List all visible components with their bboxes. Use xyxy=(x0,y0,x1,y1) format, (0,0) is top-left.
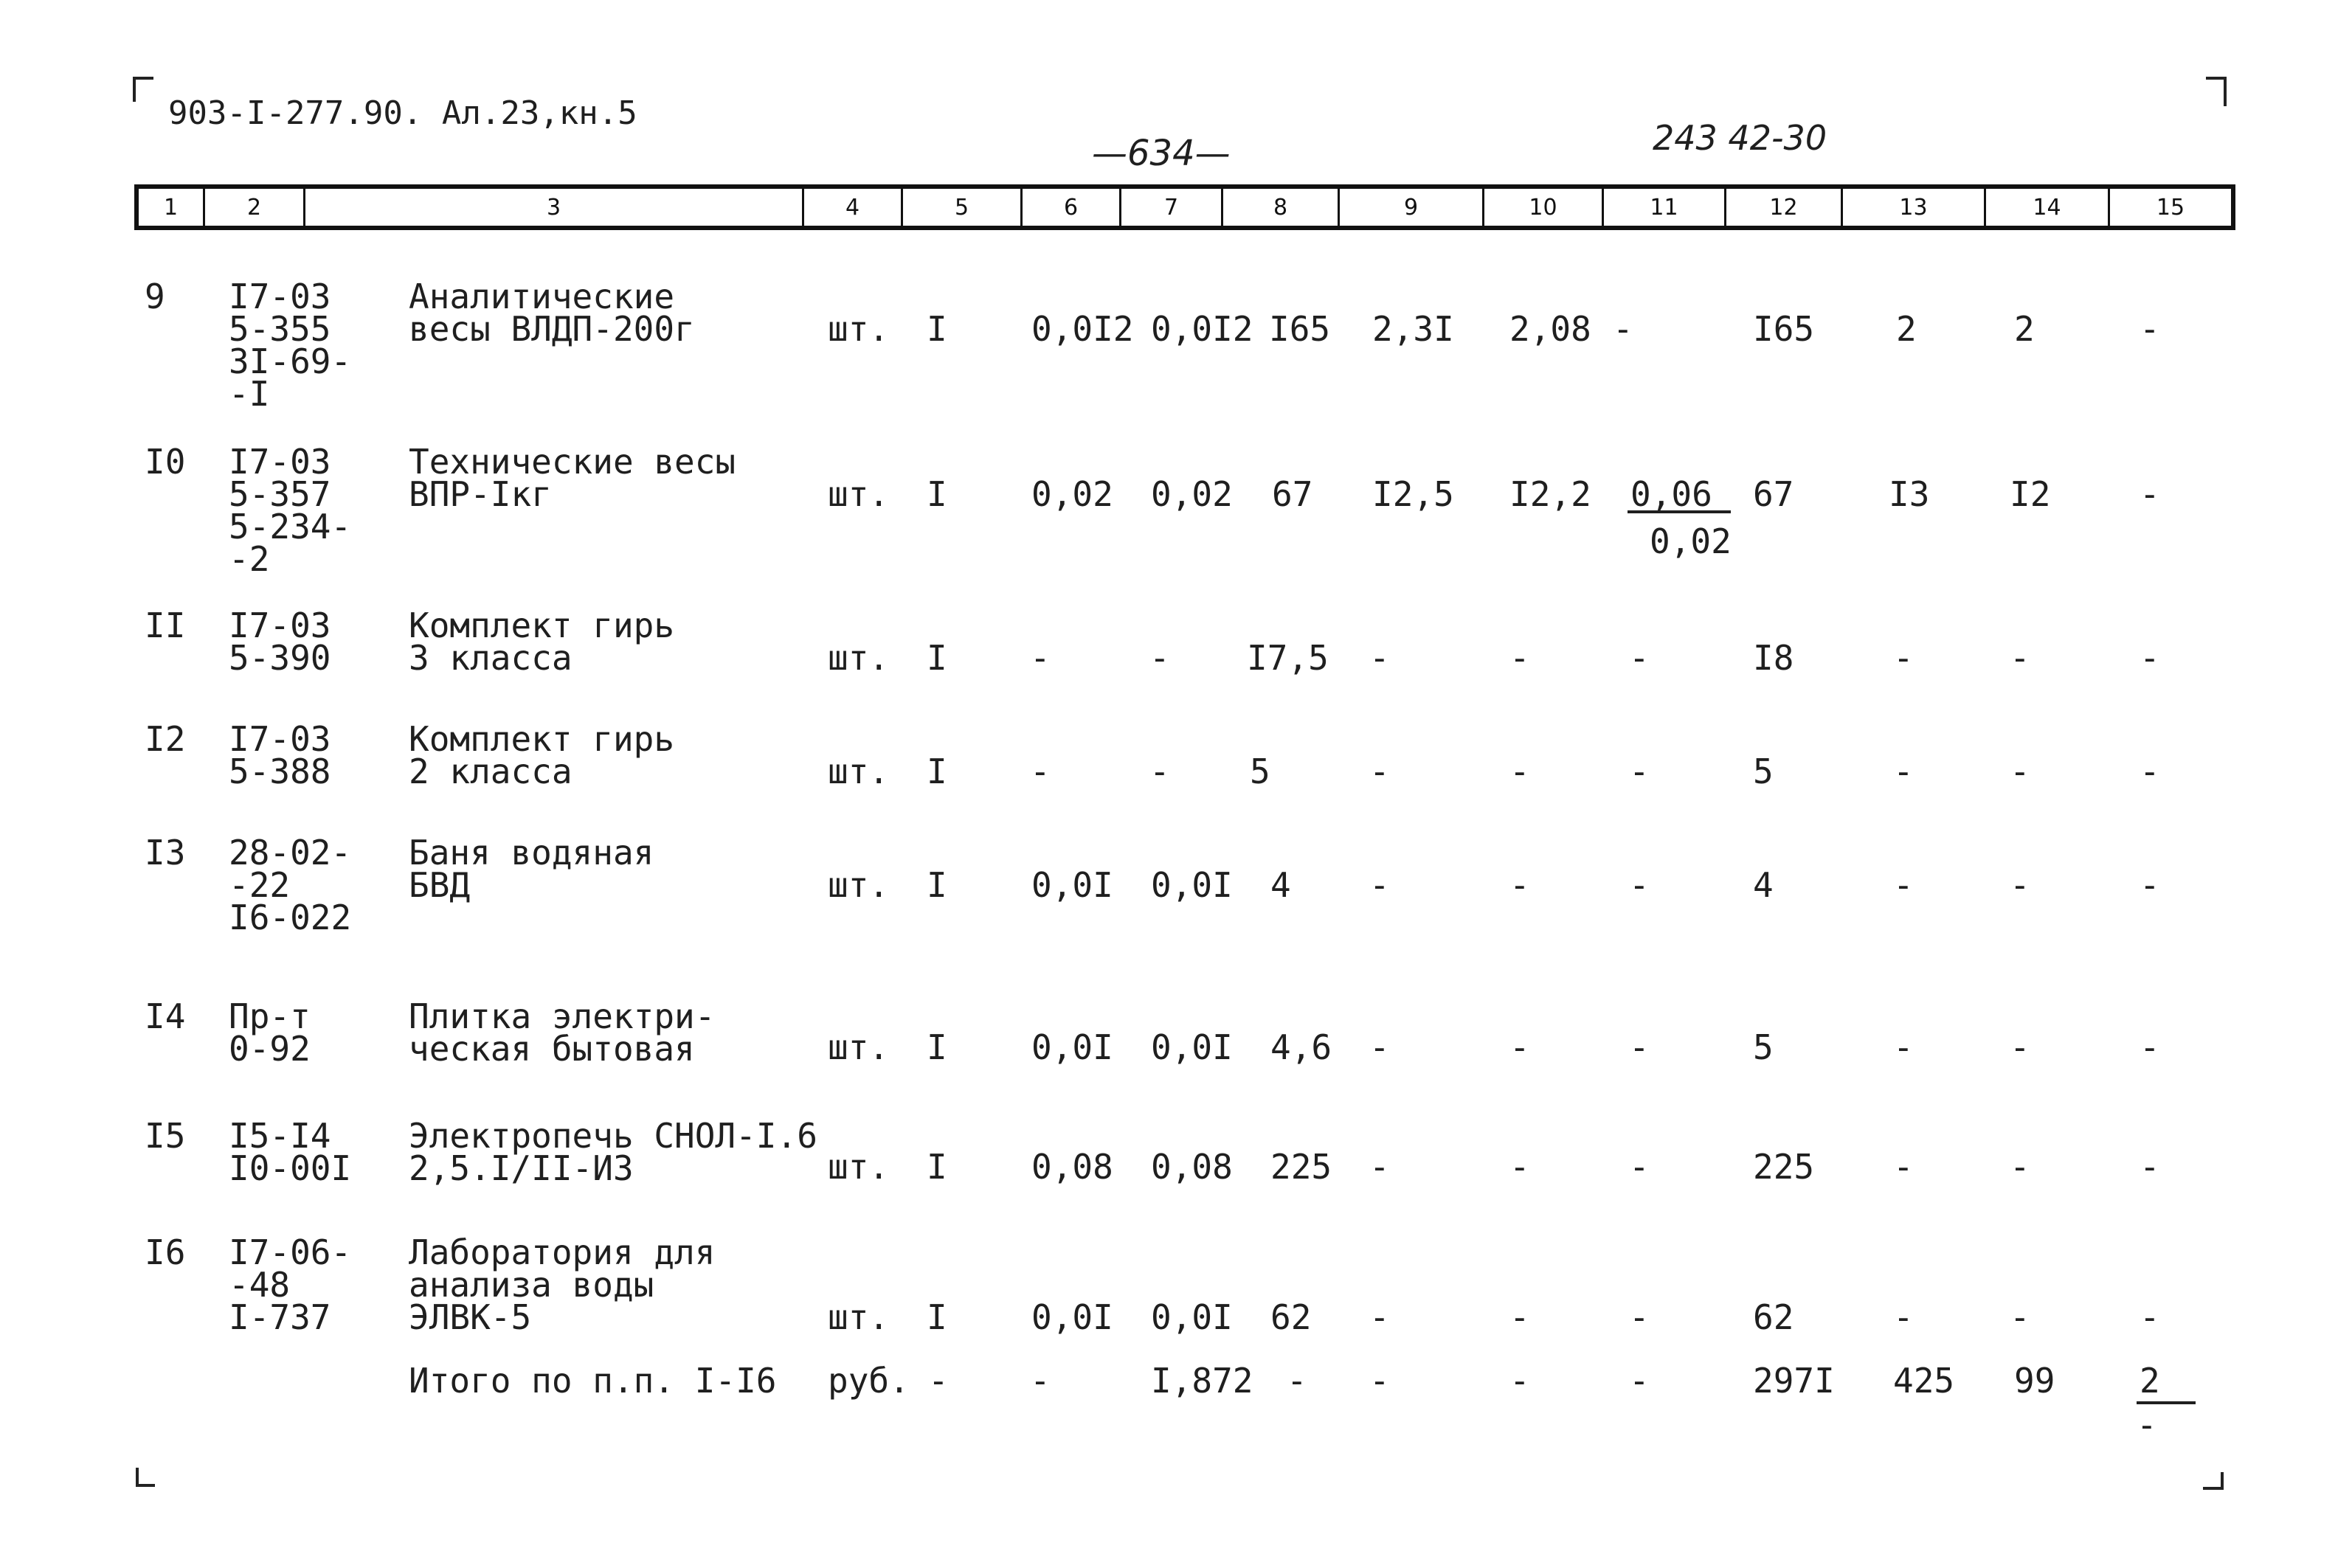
quantity: I xyxy=(927,752,947,791)
quantity: I xyxy=(927,474,947,514)
total-quantity: - xyxy=(928,1361,949,1401)
column-header: 7 xyxy=(1121,189,1223,226)
fraction-line xyxy=(1628,510,1731,513)
quantity: I xyxy=(927,638,947,678)
quantity: I xyxy=(927,865,947,905)
item-name: Плитка электри- ческая бытовая xyxy=(409,996,716,1069)
value-col11: - xyxy=(1613,309,1633,349)
value-col15: - xyxy=(2140,1297,2160,1337)
value-col14: - xyxy=(2010,1027,2030,1067)
value-col11: - xyxy=(1629,1297,1650,1337)
total-col14: 99 xyxy=(2014,1361,2055,1401)
value-col13: - xyxy=(1893,1027,1914,1067)
item-name: Аналитические весы ВЛДП-200г xyxy=(409,277,695,349)
value-col8: 4 xyxy=(1270,865,1291,905)
column-header: 13 xyxy=(1843,189,1986,226)
value-col12: 225 xyxy=(1753,1147,1815,1187)
total-col7: I,872 xyxy=(1151,1361,1253,1401)
item-code: 28-02- -22 I6-022 xyxy=(229,833,352,937)
value-col12: I8 xyxy=(1753,638,1794,678)
value-col13: I3 xyxy=(1889,474,1930,514)
column-header: 15 xyxy=(2156,194,2185,221)
value-col13: - xyxy=(1893,865,1914,905)
corner-mark-bottom-right xyxy=(2203,1472,2224,1490)
quantity: I xyxy=(927,1027,947,1067)
value-col9: - xyxy=(1369,865,1390,905)
row-number: II xyxy=(145,606,186,645)
value-col9: - xyxy=(1369,752,1390,791)
row-number: I0 xyxy=(145,442,186,482)
value-col12: 62 xyxy=(1753,1297,1794,1337)
row-number: I4 xyxy=(145,996,186,1036)
value-col7: 0,0I xyxy=(1151,865,1233,905)
total-col12: 297I xyxy=(1753,1361,1835,1401)
value-col15: - xyxy=(2140,865,2160,905)
value-col7: 0,0I xyxy=(1151,1297,1233,1337)
column-header: 11 xyxy=(1604,189,1726,226)
row-number: I6 xyxy=(145,1232,186,1272)
item-code: I7-03 5-390 xyxy=(229,606,331,678)
value-col10: - xyxy=(1509,865,1530,905)
value-col13: - xyxy=(1893,638,1914,678)
total-col15-denominator: - xyxy=(2137,1405,2157,1445)
value-col6: 0,0I xyxy=(1031,1027,1113,1067)
unit: шт. xyxy=(828,309,890,349)
total-col15-numerator: 2 xyxy=(2140,1361,2160,1401)
value-col11: - xyxy=(1629,1147,1650,1187)
value-col7: - xyxy=(1149,638,1170,678)
value-col14: 2 xyxy=(2014,309,2035,349)
column-header: 10 xyxy=(1484,189,1604,226)
row-number: 9 xyxy=(145,277,165,316)
column-header: 4 xyxy=(804,189,903,226)
value-col9: I2,5 xyxy=(1372,474,1454,514)
column-header: 5 xyxy=(903,189,1023,226)
value-col13: - xyxy=(1893,1297,1914,1337)
column-header: 3 xyxy=(305,189,804,226)
value-col7: - xyxy=(1149,752,1170,791)
value-col11-denominator: 0,02 xyxy=(1650,521,1732,561)
total-col9: - xyxy=(1369,1361,1390,1401)
value-col10: - xyxy=(1509,638,1530,678)
value-col6: 0,08 xyxy=(1031,1147,1113,1187)
row-number: I3 xyxy=(145,833,186,873)
value-col11-numerator: 0,06 xyxy=(1630,474,1712,514)
column-header: 2 xyxy=(205,189,305,226)
column-header: 6 xyxy=(1023,189,1121,226)
value-col13: - xyxy=(1893,1147,1914,1187)
item-code: I7-03 5-355 3I-69- -I xyxy=(229,277,352,414)
quantity: I xyxy=(927,309,947,349)
value-col6: 0,02 xyxy=(1031,474,1113,514)
item-name: Технические весы ВПР-Iкг xyxy=(409,442,736,514)
value-col6: - xyxy=(1030,638,1051,678)
unit: шт. xyxy=(828,638,890,678)
fraction-line xyxy=(2137,1401,2196,1404)
value-col7: 0,0I2 xyxy=(1151,309,1253,349)
value-col14: - xyxy=(2010,865,2030,905)
value-col15: - xyxy=(2140,638,2160,678)
value-col11: - xyxy=(1629,865,1650,905)
value-col12: I65 xyxy=(1753,309,1815,349)
value-col11: - xyxy=(1629,752,1650,791)
item-name: Комплект гирь 2 класса xyxy=(409,719,675,791)
value-col11: - xyxy=(1629,1027,1650,1067)
value-col9: 2,3I xyxy=(1372,309,1454,349)
value-col8: 62 xyxy=(1270,1297,1312,1337)
item-name: Лаборатория для анализа воды ЭЛВК-5 xyxy=(409,1232,716,1337)
value-col9: - xyxy=(1369,1027,1390,1067)
item-code: I7-06- -48 I-737 xyxy=(229,1232,352,1337)
unit: шт. xyxy=(828,1297,890,1337)
value-col15: - xyxy=(2140,1147,2160,1187)
row-number: I5 xyxy=(145,1116,186,1156)
corner-mark-top-right xyxy=(2206,77,2227,106)
value-col13: 2 xyxy=(1896,309,1917,349)
column-header-row xyxy=(134,184,2235,230)
item-code: I7-03 5-357 5-234- -2 xyxy=(229,442,352,579)
value-col14: - xyxy=(2010,1297,2030,1337)
total-unit: руб. xyxy=(828,1361,910,1401)
value-col10: - xyxy=(1509,1297,1530,1337)
value-col9: - xyxy=(1369,1297,1390,1337)
value-col15: - xyxy=(2140,309,2160,349)
unit: шт. xyxy=(828,865,890,905)
column-header: 9 xyxy=(1340,189,1484,226)
total-col13: 425 xyxy=(1893,1361,1955,1401)
total-label: Итого по п.п. I-I6 xyxy=(409,1361,777,1401)
value-col8: 5 xyxy=(1250,752,1270,791)
value-col12: 5 xyxy=(1753,752,1774,791)
value-col6: 0,0I2 xyxy=(1031,309,1134,349)
total-col11: - xyxy=(1629,1361,1650,1401)
corner-mark-bottom-left xyxy=(136,1468,155,1487)
value-col12: 5 xyxy=(1753,1027,1774,1067)
value-col15: - xyxy=(2140,1027,2160,1067)
total-col8: - xyxy=(1287,1361,1307,1401)
page-number: —634— xyxy=(1092,133,1231,174)
value-col10: - xyxy=(1509,1027,1530,1067)
value-col6: 0,0I xyxy=(1031,1297,1113,1337)
value-col8: I7,5 xyxy=(1247,638,1329,678)
value-col9: - xyxy=(1369,638,1390,678)
document-designation: 903-I-277.90. Ал.23,кн.5 xyxy=(168,94,637,132)
value-col14: - xyxy=(2010,1147,2030,1187)
unit: шт. xyxy=(828,752,890,791)
unit: шт. xyxy=(828,1027,890,1067)
total-col10: - xyxy=(1509,1361,1530,1401)
value-col8: 225 xyxy=(1270,1147,1332,1187)
item-name: Комплект гирь 3 класса xyxy=(409,606,675,678)
value-col14: I2 xyxy=(2010,474,2051,514)
item-code: I5-I4 I0-00I xyxy=(229,1116,352,1188)
quantity: I xyxy=(927,1297,947,1337)
value-col10: - xyxy=(1509,752,1530,791)
value-col10: 2,08 xyxy=(1509,309,1591,349)
value-col10: I2,2 xyxy=(1509,474,1591,514)
column-header: 1 xyxy=(139,189,205,226)
item-code: I7-03 5-388 xyxy=(229,719,331,791)
value-col15: - xyxy=(2140,474,2160,514)
value-col13: - xyxy=(1893,752,1914,791)
column-header: 8 xyxy=(1223,189,1340,226)
value-col10: - xyxy=(1509,1147,1530,1187)
column-header: 12 xyxy=(1726,189,1843,226)
unit: шт. xyxy=(828,474,890,514)
item-name: Баня водяная БВД xyxy=(409,833,654,905)
value-col14: - xyxy=(2010,752,2030,791)
column-header: 14 xyxy=(1986,189,2110,226)
value-col6: 0,0I xyxy=(1031,865,1113,905)
value-col7: 0,02 xyxy=(1151,474,1233,514)
value-col7: 0,08 xyxy=(1151,1147,1233,1187)
unit: шт. xyxy=(828,1147,890,1187)
value-col8: 4,6 xyxy=(1270,1027,1332,1067)
total-col6: - xyxy=(1030,1361,1051,1401)
value-col7: 0,0I xyxy=(1151,1027,1233,1067)
item-code: Пр-т 0-92 xyxy=(229,996,311,1069)
value-col14: - xyxy=(2010,638,2030,678)
value-col8: I65 xyxy=(1269,309,1331,349)
corner-mark-top-left xyxy=(133,77,153,102)
handwritten-code: 243 42-30 xyxy=(1653,118,1827,158)
value-col9: - xyxy=(1369,1147,1390,1187)
quantity: I xyxy=(927,1147,947,1187)
value-col11: - xyxy=(1629,638,1650,678)
value-col12: 67 xyxy=(1753,474,1794,514)
row-number: I2 xyxy=(145,719,186,759)
value-col8: 67 xyxy=(1272,474,1313,514)
value-col6: - xyxy=(1030,752,1051,791)
value-col15: - xyxy=(2140,752,2160,791)
value-col12: 4 xyxy=(1753,865,1774,905)
item-name: Электропечь СНОЛ-I.6 2,5.I/II-ИЗ xyxy=(409,1116,817,1188)
